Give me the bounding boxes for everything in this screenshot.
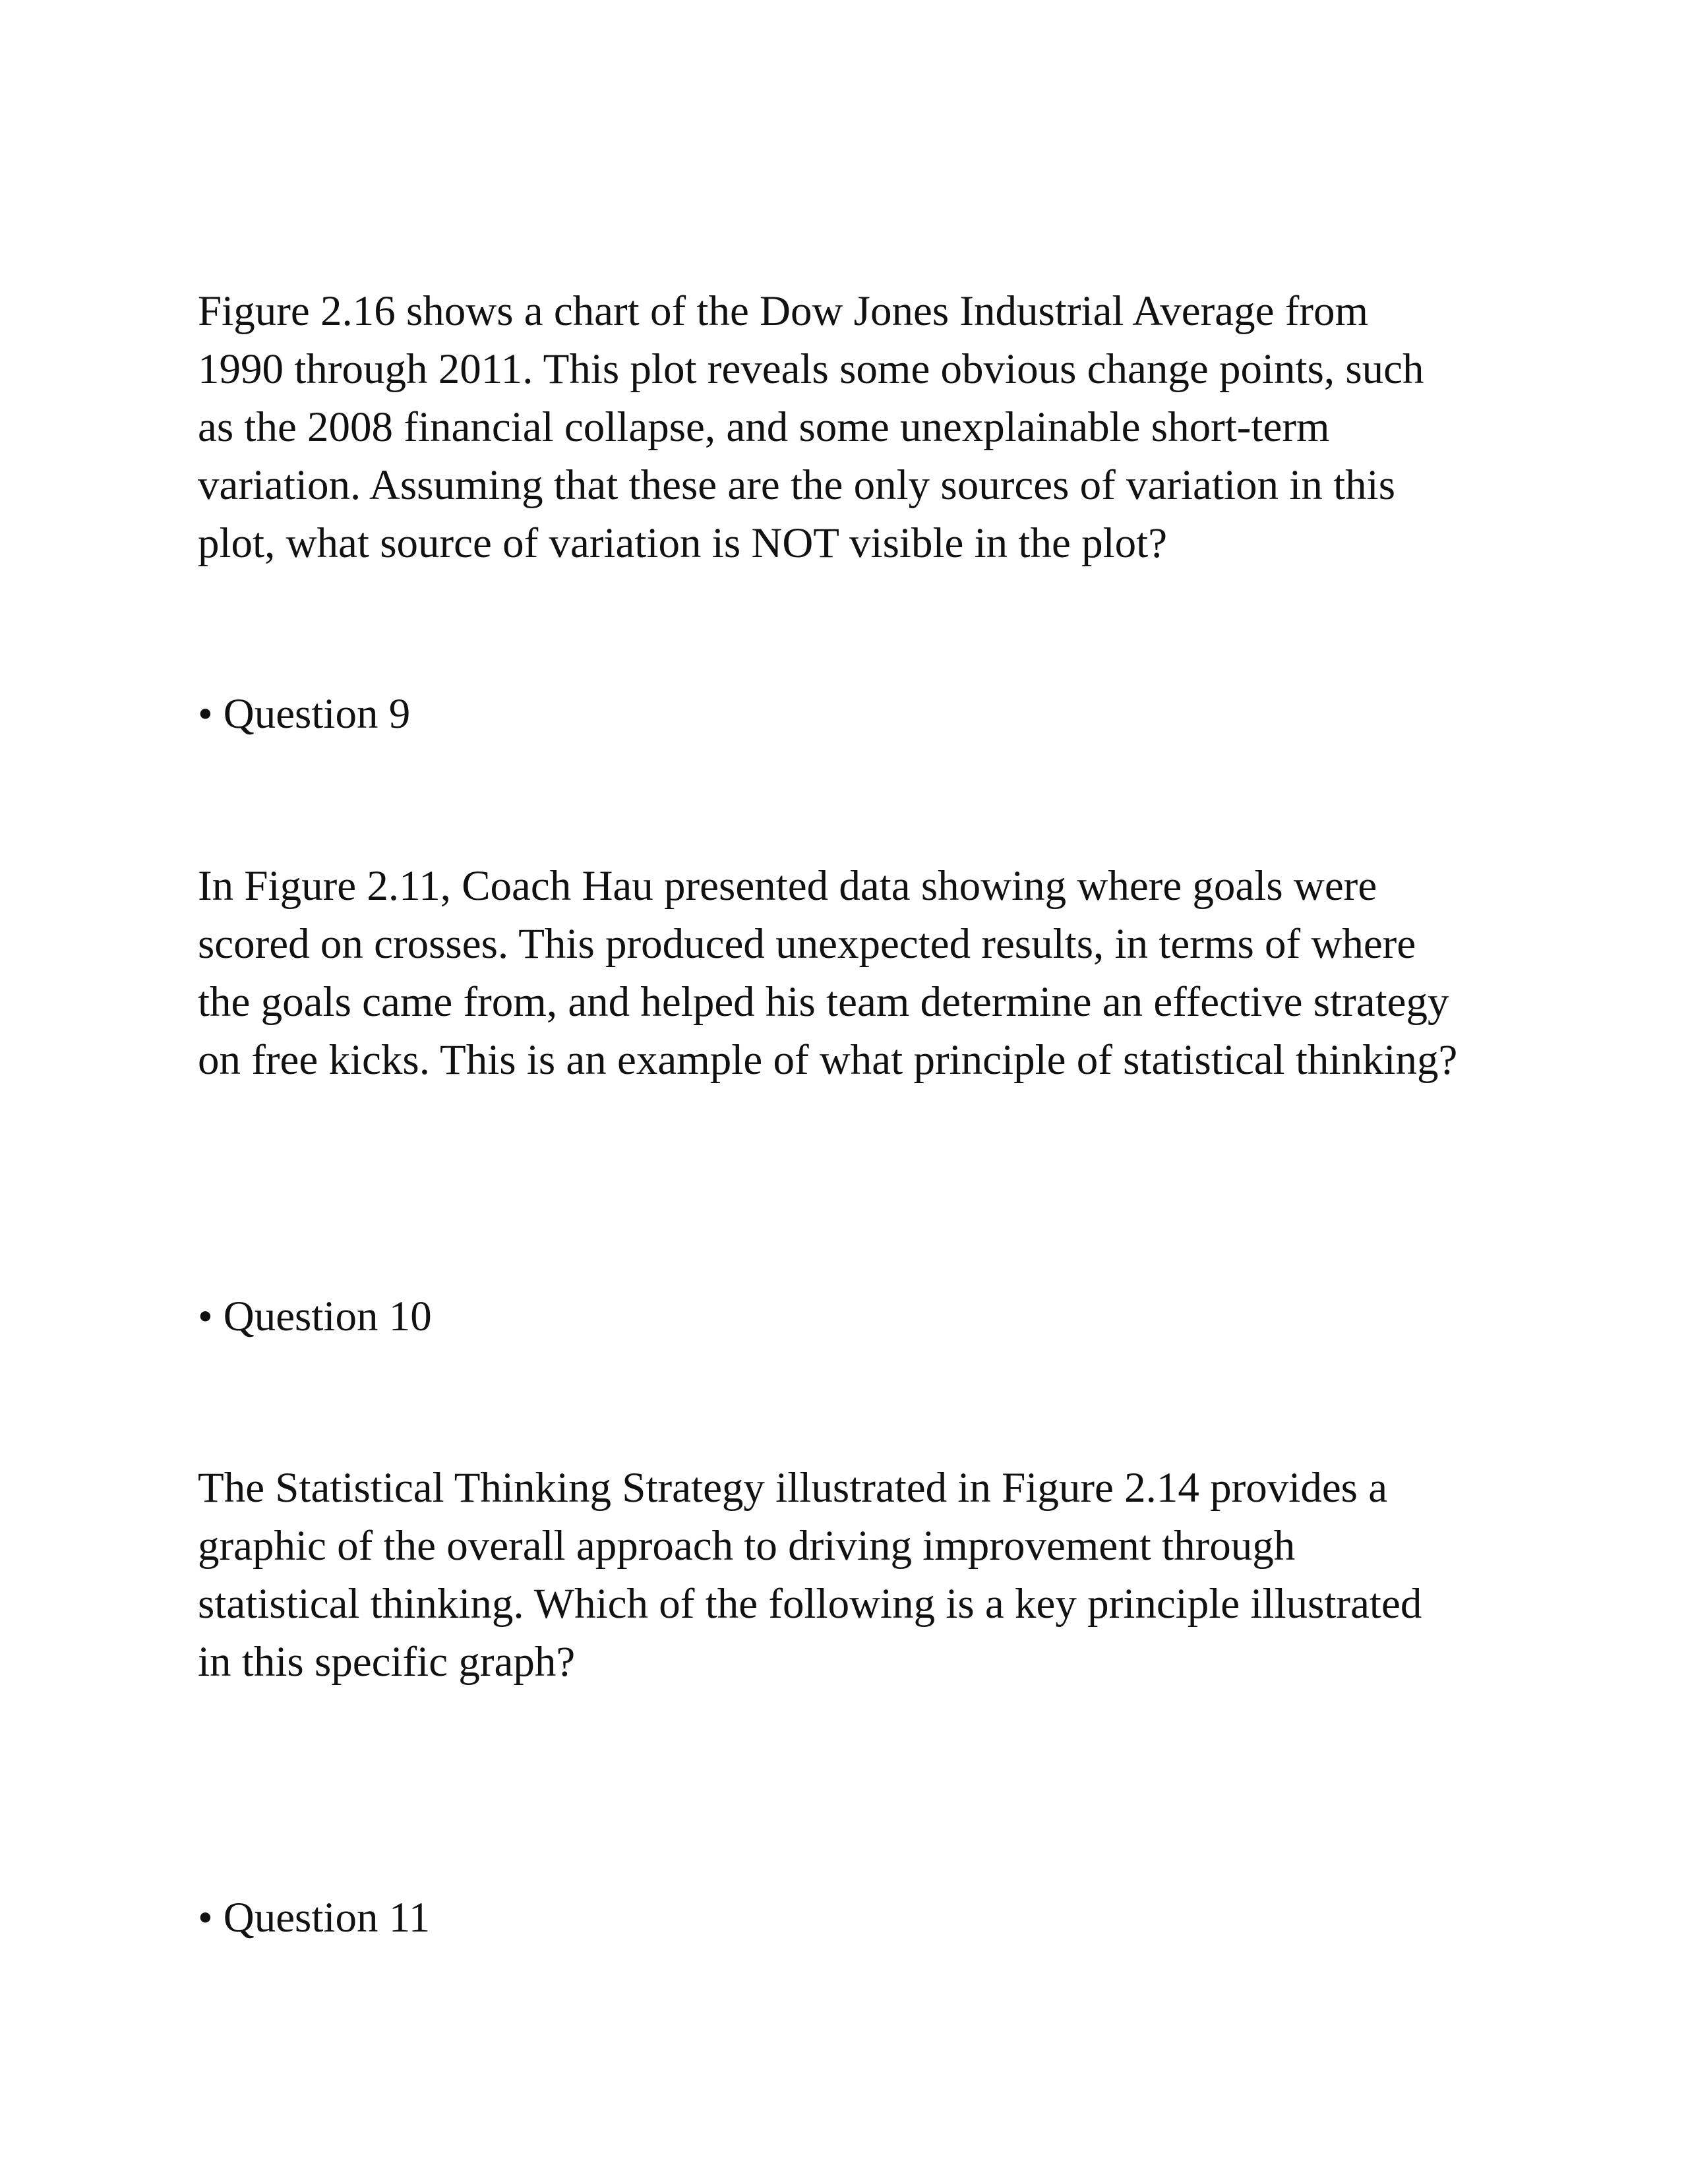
bullet-icon: • <box>198 690 213 738</box>
paragraph-line: scored on crosses. This produced unexpected results, in terms of where <box>198 920 1416 968</box>
question-10-label: Question 10 <box>223 1293 432 1340</box>
paragraph-statistical-thinking <box>198 1459 1517 1691</box>
bullet-icon: • <box>198 1894 213 1941</box>
paragraph-line: plot, what source of variation is NOT visible in the plot? <box>198 519 1168 567</box>
question-11-label: Question 11 <box>223 1894 431 1941</box>
paragraph-line: the goals came from, and helped his team determine an effective strategy <box>198 978 1449 1026</box>
question-11-heading <box>198 1889 430 1947</box>
question-9-label: Question 9 <box>223 690 411 738</box>
paragraph-line: Figure 2.16 shows a chart of the Dow Jones Industrial Average from <box>198 287 1369 335</box>
paragraph-line: The Statistical Thinking Strategy illustrated in Figure 2.14 provides a <box>198 1464 1388 1512</box>
paragraph-line: 1990 through 2011. This plot reveals some obvious change points, such <box>198 345 1424 393</box>
paragraph-line: as the 2008 financial collapse, and some unexplainable short-term <box>198 403 1330 451</box>
question-9-heading <box>198 685 410 743</box>
paragraph-coach-hau <box>198 857 1517 1089</box>
paragraph-line: graphic of the overall approach to driving improvement through <box>198 1522 1296 1570</box>
paragraph-line: In Figure 2.11, Coach Hau presented data showing where goals were <box>198 862 1377 910</box>
question-10-heading <box>198 1287 432 1345</box>
paragraph-dow-jones <box>198 282 1517 572</box>
bullet-icon: • <box>198 1293 213 1340</box>
paragraph-line: on free kicks. This is an example of what principle of statistical thinking? <box>198 1036 1458 1084</box>
paragraph-line: variation. Assuming that these are the only sources of variation in this <box>198 461 1396 509</box>
paragraph-line: in this specific graph? <box>198 1638 576 1686</box>
paragraph-line: statistical thinking. Which of the following is a key principle illustrated <box>198 1580 1422 1628</box>
